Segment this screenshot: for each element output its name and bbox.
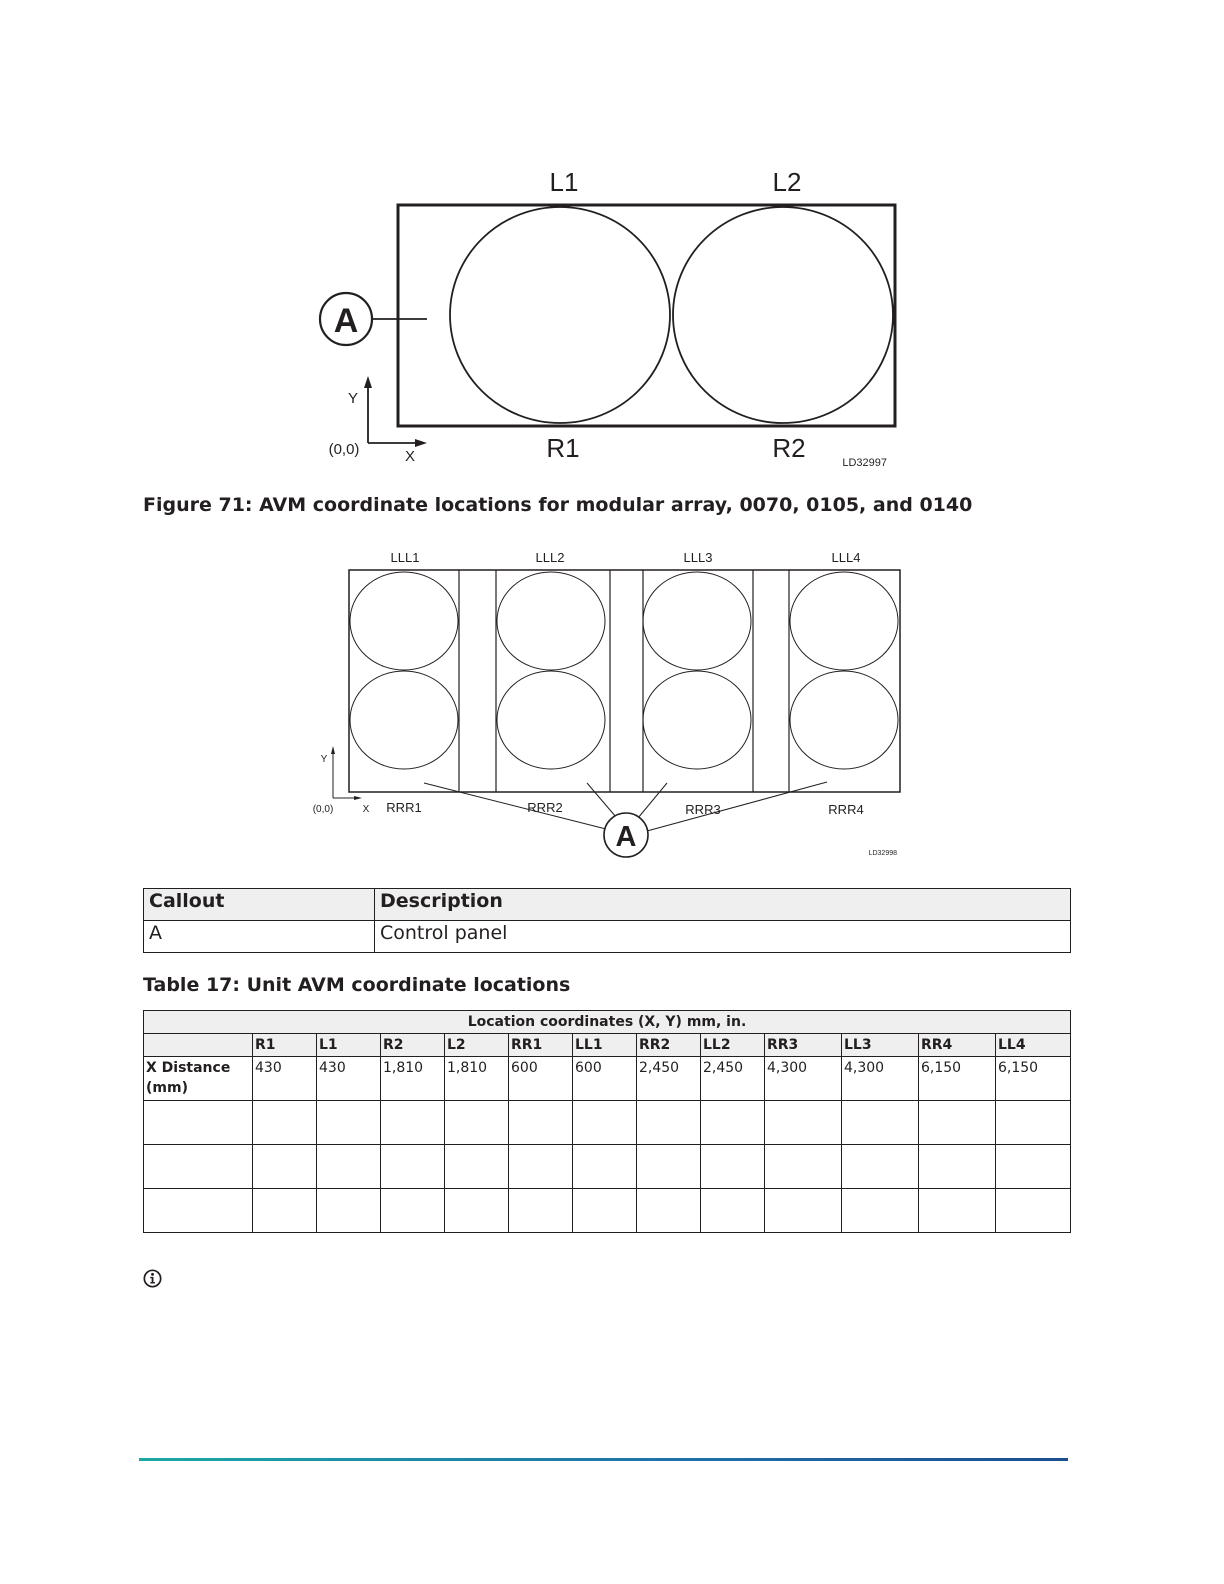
table-cell	[919, 1145, 996, 1189]
callout-leader	[587, 783, 616, 817]
table-cell	[317, 1101, 381, 1145]
fan-circle-1	[450, 207, 670, 423]
table-cell	[996, 1145, 1071, 1189]
label-RRR2: RRR2	[527, 800, 563, 815]
table-header-row	[144, 889, 1071, 921]
column-header: LL1	[573, 1034, 637, 1057]
table-cell: 600	[509, 1057, 573, 1101]
table-cell: 4,300	[842, 1057, 919, 1101]
callout-label: A	[615, 821, 637, 853]
table-cell	[765, 1189, 842, 1233]
y-axis-arrow	[331, 746, 335, 754]
table-cell: 430	[317, 1057, 381, 1101]
table-cell	[509, 1101, 573, 1145]
drawing-id: LD32997	[842, 457, 887, 469]
table-cell	[842, 1145, 919, 1189]
table-cell: 1,810	[445, 1057, 509, 1101]
table-cell	[253, 1101, 317, 1145]
table-cell	[842, 1189, 919, 1233]
table-cell	[996, 1101, 1071, 1145]
table-cell: 600	[573, 1057, 637, 1101]
table-cell: 4,300	[765, 1057, 842, 1101]
table-cell	[253, 1145, 317, 1189]
figure-71-diagram	[300, 540, 920, 870]
column-header: R2	[381, 1034, 445, 1057]
coordinate-table	[143, 1010, 1071, 1233]
table-row	[144, 1057, 1071, 1101]
x-axis-arrow	[354, 796, 362, 800]
y-axis-label: Y	[347, 390, 359, 407]
label-LLL2: LLL2	[535, 550, 565, 565]
callout-leader	[638, 783, 667, 818]
table-cell: A	[144, 921, 375, 953]
fan-circle	[497, 572, 605, 670]
table-cell	[445, 1101, 509, 1145]
unit-outline	[398, 205, 895, 426]
table-row	[144, 921, 1071, 953]
callout-table	[143, 888, 1071, 953]
table-cell	[701, 1145, 765, 1189]
column-header: L2	[445, 1034, 509, 1057]
table-cell	[144, 1101, 253, 1145]
table-cell: 2,450	[637, 1057, 701, 1101]
column-header: RR3	[765, 1034, 842, 1057]
table-cell	[573, 1145, 637, 1189]
row-label: X Distance (mm)	[144, 1057, 253, 1101]
table-cell	[996, 1189, 1071, 1233]
x-axis-label: X	[404, 448, 416, 465]
table-cell	[573, 1101, 637, 1145]
fan-circle	[790, 671, 898, 769]
fan-circle	[350, 671, 458, 769]
table-cell	[381, 1189, 445, 1233]
table-cell: 2,450	[701, 1057, 765, 1101]
table-cell	[144, 1145, 253, 1189]
table-cell	[144, 1189, 253, 1233]
figure-71-caption: Figure 71: AVM coordinate locations for modular array, 0070, 0105, and 0140	[143, 494, 973, 516]
column-header: LL3	[842, 1034, 919, 1057]
label-LLL4: LLL4	[831, 550, 861, 565]
label-RRR3: RRR3	[685, 802, 721, 817]
table-cell: 6,150	[919, 1057, 996, 1101]
table-cell	[765, 1145, 842, 1189]
table-cell	[637, 1189, 701, 1233]
table-cell: 1,810	[381, 1057, 445, 1101]
column-header	[144, 1034, 253, 1057]
table-cell	[317, 1189, 381, 1233]
x-axis-arrow	[415, 439, 427, 447]
info-icon	[143, 1269, 162, 1288]
label-R1: R1	[546, 433, 580, 463]
table-cell	[919, 1189, 996, 1233]
column-header: Description	[375, 889, 1071, 921]
fan-circle	[790, 572, 898, 670]
column-header: Callout	[144, 889, 375, 921]
table-cell	[919, 1101, 996, 1145]
callout-label: A	[333, 302, 359, 340]
label-L2: L2	[772, 167, 802, 197]
label-LLL3: LLL3	[683, 550, 713, 565]
table-cell	[573, 1189, 637, 1233]
table-cell	[765, 1101, 842, 1145]
footer-rule	[139, 1458, 1068, 1461]
origin-label: (0,0)	[312, 804, 334, 815]
x-axis-label: X	[362, 804, 370, 815]
table-cell	[381, 1101, 445, 1145]
label-LLL1: LLL1	[390, 550, 420, 565]
column-header: L1	[317, 1034, 381, 1057]
table-cell: Control panel	[375, 921, 1071, 953]
fan-circle	[643, 671, 751, 769]
table-row	[144, 1189, 1071, 1233]
table-title-row	[144, 1011, 1071, 1034]
y-axis-label: Y	[320, 754, 328, 765]
table-cell	[509, 1145, 573, 1189]
column-header: RR4	[919, 1034, 996, 1057]
drawing-id: LD32998	[868, 850, 897, 857]
table-cell	[637, 1101, 701, 1145]
label-R2: R2	[772, 433, 806, 463]
callout-leader	[647, 782, 827, 831]
callout-leader	[424, 783, 606, 829]
table-cell	[381, 1145, 445, 1189]
label-L1: L1	[549, 167, 579, 197]
fan-circle-2	[673, 207, 893, 423]
label-RRR4: RRR4	[828, 802, 864, 817]
table-row	[144, 1101, 1071, 1145]
table-cell	[701, 1189, 765, 1233]
table-cell	[445, 1189, 509, 1233]
table-row	[144, 1145, 1071, 1189]
column-header: R1	[253, 1034, 317, 1057]
table-cell	[701, 1101, 765, 1145]
fan-circle	[497, 671, 605, 769]
label-RRR1: RRR1	[386, 800, 422, 815]
table-cell	[637, 1145, 701, 1189]
column-header: LL2	[701, 1034, 765, 1057]
y-axis-arrow	[364, 376, 372, 388]
table-cell	[253, 1189, 317, 1233]
column-header: LL4	[996, 1034, 1071, 1057]
module-outline	[349, 570, 900, 792]
fan-circle	[643, 572, 751, 670]
table-cell: 430	[253, 1057, 317, 1101]
figure-70-diagram	[300, 160, 920, 480]
column-header: RR2	[637, 1034, 701, 1057]
column-header: RR1	[509, 1034, 573, 1057]
table-cell: 6,150	[996, 1057, 1071, 1101]
table-cell	[445, 1145, 509, 1189]
fan-circle	[350, 572, 458, 670]
table-cell	[509, 1189, 573, 1233]
table-header-row	[144, 1034, 1071, 1057]
table-cell	[317, 1145, 381, 1189]
table-title: Location coordinates (X, Y) mm, in.	[144, 1011, 1071, 1034]
origin-label: (0,0)	[328, 441, 360, 458]
table-cell	[842, 1101, 919, 1145]
table-17-caption: Table 17: Unit AVM coordinate locations	[143, 974, 571, 996]
